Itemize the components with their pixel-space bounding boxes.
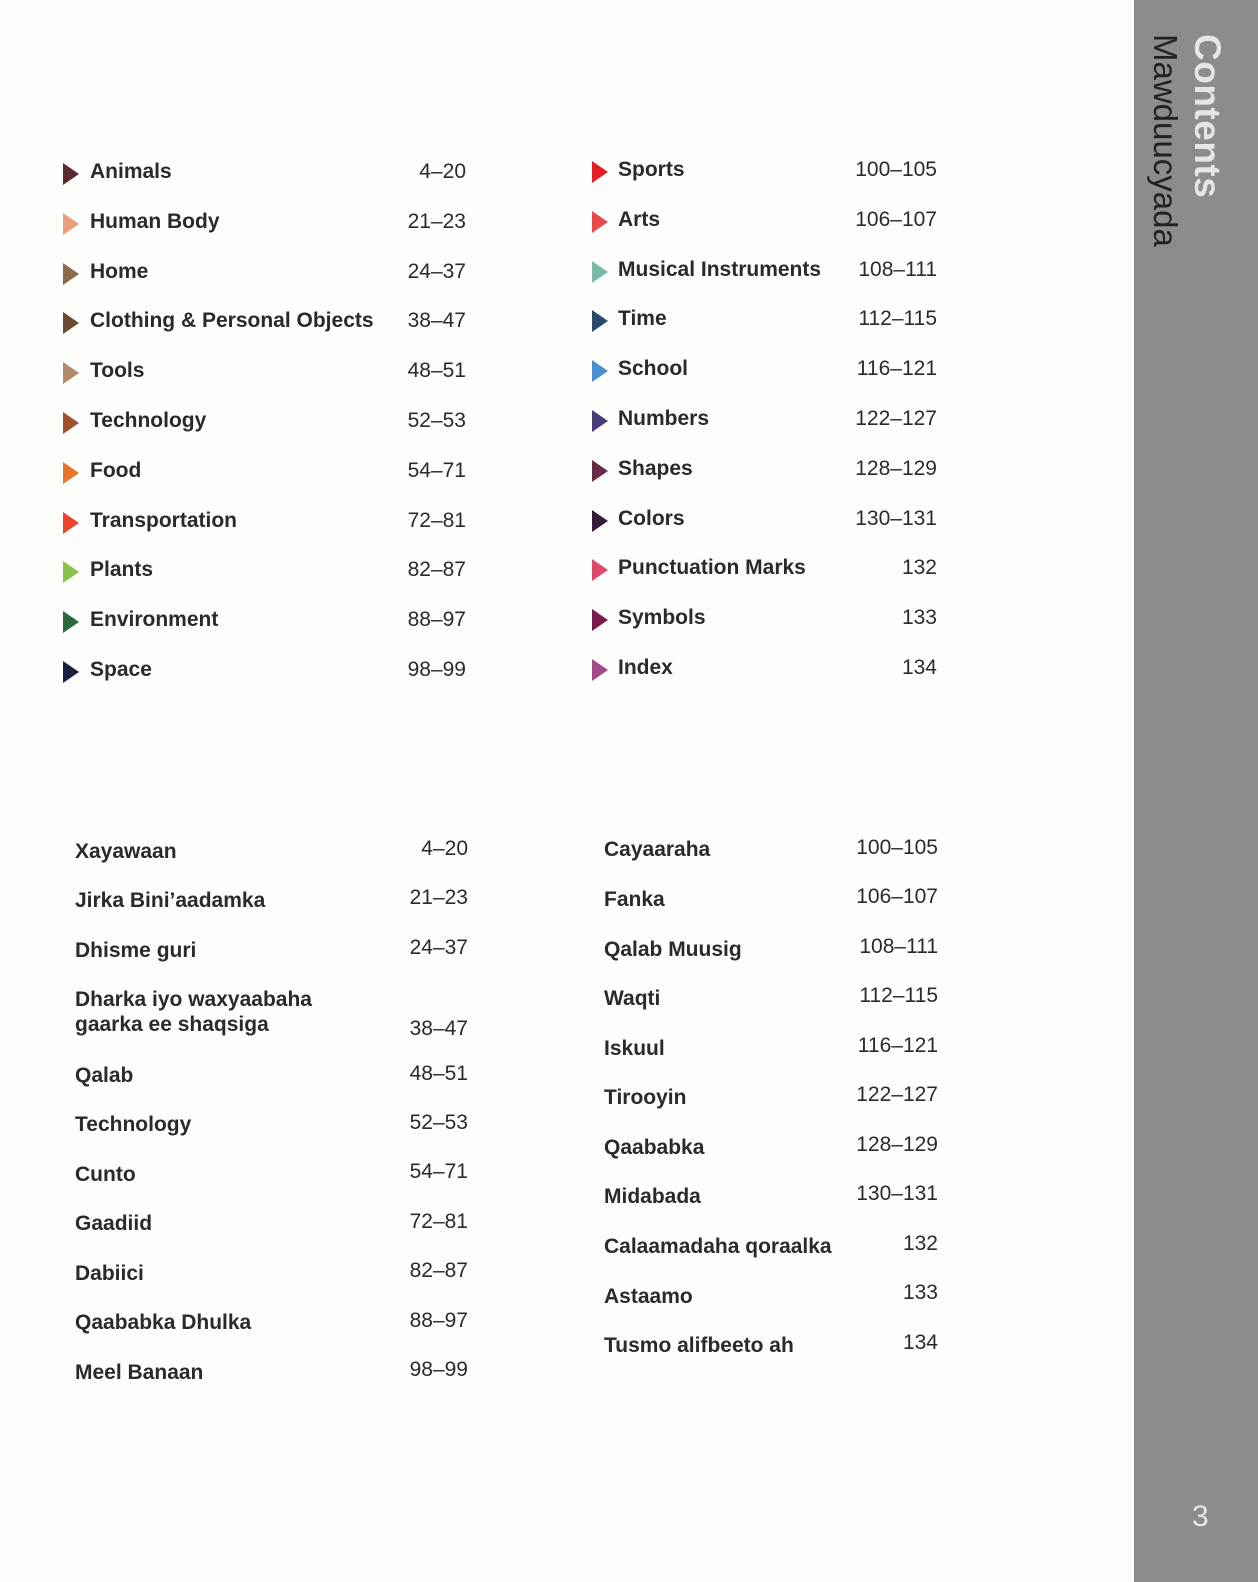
entry-label: Index [618,656,673,679]
triangle-bullet-icon [63,661,79,683]
entry-label: Transportation [90,508,238,532]
entry-pages: 108–111 [859,935,938,958]
entry-pages: 38–47 [409,1017,468,1040]
entry-label: Shapes [618,456,693,480]
triangle-bullet-icon [592,460,608,482]
entry-pages: 82–87 [409,1259,468,1282]
title-english: Contents [1187,34,1228,199]
entry-label: Jirka Bini’aadamka [75,889,266,912]
entry-pages: 133 [901,606,937,630]
entry-label: Human Body [90,209,220,233]
entry-pages: 112–115 [858,307,937,331]
entry-pages: 134 [901,656,937,679]
entry-label: Dhisme guri [75,939,197,962]
triangle-bullet-icon [592,410,608,432]
entry-label: Plants [90,558,154,582]
triangle-bullet-icon [63,512,79,534]
triangle-bullet-icon [592,609,608,631]
entry-pages: 112–115 [859,984,938,1007]
triangle-bullet-icon [63,462,79,484]
entry-pages: 128–129 [855,456,937,480]
entry-label: Colors [618,506,685,530]
entry-label: Food [90,458,142,482]
entry-pages: 24–37 [409,936,468,959]
entry-pages: 54–71 [409,1160,468,1183]
entry-label: Cunto [75,1163,136,1186]
entry-pages: 52–53 [407,409,466,432]
entry-pages: 4–20 [419,160,466,183]
entry-pages: 48–51 [407,359,466,383]
entry-label: Qalab Muusig [604,938,742,961]
entry-pages: 48–51 [409,1062,468,1085]
entry-pages: 21–23 [409,886,468,909]
entry-pages: 132 [902,1232,938,1255]
triangle-bullet-icon [592,360,608,382]
entry-pages: 98–99 [407,658,466,681]
entry-pages: 134 [902,1331,938,1354]
entry-label: Tirooyin [604,1086,687,1109]
entry-pages: 4–20 [421,837,468,860]
entry-label: Animals [90,160,172,183]
page-number: 3 [1192,1500,1209,1533]
triangle-bullet-icon [63,412,79,434]
triangle-bullet-icon [63,213,79,235]
triangle-bullet-icon [63,561,79,583]
entry-pages: 24–37 [407,259,466,283]
entry-pages: 88–97 [407,608,466,632]
entry-label: Gaadiid [75,1212,153,1235]
triangle-bullet-icon [592,261,608,283]
entry-label: Qalab [75,1064,134,1087]
entry-label: Space [90,658,152,681]
entry-label: Qaababka [604,1136,705,1159]
entry-pages: 122–127 [855,407,937,430]
entry-label: Numbers [618,407,710,430]
sidebar-title [1146,34,1228,247]
entry-pages: 106–107 [856,885,938,908]
entry-label: Tools [90,359,145,383]
entry-pages: 52–53 [409,1111,468,1134]
entry-pages: 106–107 [855,207,937,231]
entry-label: Iskuul [604,1037,665,1060]
entry-label: Technology [75,1113,192,1136]
entry-pages: 100–105 [855,158,937,181]
entry-pages: 21–23 [407,209,466,233]
entry-label: Waqti [604,987,661,1010]
entry-pages: 116–121 [857,1034,938,1057]
entry-label: Calaamadaha qoraalka [604,1235,832,1258]
entry-pages: 130–131 [856,1182,938,1205]
entry-label: Fanka [604,888,665,911]
entry-label: Tusmo alifbeeto ah [604,1334,794,1357]
entry-label: Home [90,259,149,283]
triangle-bullet-icon [63,312,79,334]
triangle-bullet-icon [592,211,608,233]
entry-pages: 122–127 [856,1083,938,1106]
entry-label: Dharka iyo waxyaabaha [75,988,312,1011]
entry-label: Midabada [604,1185,701,1208]
entry-label: Cayaaraha [604,838,711,861]
entry-label: Environment [90,608,219,632]
triangle-bullet-icon [592,659,608,681]
entry-label: Qaababka Dhulka [75,1311,252,1334]
entry-label: School [618,357,689,381]
entry-label: Meel Banaan [75,1361,204,1384]
entry-label: Sports [618,158,685,181]
triangle-bullet-icon [592,161,608,183]
entry-pages: 98–99 [409,1358,468,1381]
entry-pages: 100–105 [856,836,938,859]
entry-pages: 130–131 [855,506,937,530]
entry-label: Technology [90,409,207,432]
entry-pages: 54–71 [407,458,466,482]
triangle-bullet-icon [63,263,79,285]
triangle-bullet-icon [592,310,608,332]
entry-pages: 108–111 [858,257,937,281]
entry-label: Musical Instruments [618,257,822,281]
entry-label: Clothing & Personal Objects [90,309,374,333]
entry-label: Symbols [618,606,706,630]
triangle-bullet-icon [63,362,79,384]
entry-label: Arts [618,207,661,231]
entry-label: Punctuation Marks [618,556,806,580]
entry-pages: 132 [901,556,937,580]
entry-label: Dabiici [75,1262,144,1285]
entry-pages: 72–81 [409,1210,468,1233]
triangle-bullet-icon [592,510,608,532]
entry-label: Xayawaan [75,840,177,863]
entry-pages: 133 [902,1281,938,1304]
title-somali: Mawduucyada [1147,34,1184,247]
triangle-bullet-icon [63,163,79,185]
entry-pages: 88–97 [409,1309,468,1332]
entry-label: Astaamo [604,1285,693,1308]
entry-label: Time [618,307,667,331]
entry-pages: 128–129 [856,1133,938,1156]
entry-pages: 38–47 [407,309,466,333]
entry-pages: 82–87 [407,558,466,582]
entry-pages: 72–81 [407,508,466,532]
entry-label-line2: gaarka ee shaqsiga [75,1013,269,1036]
entry-pages: 116–121 [856,357,937,381]
triangle-bullet-icon [63,611,79,633]
triangle-bullet-icon [592,559,608,581]
